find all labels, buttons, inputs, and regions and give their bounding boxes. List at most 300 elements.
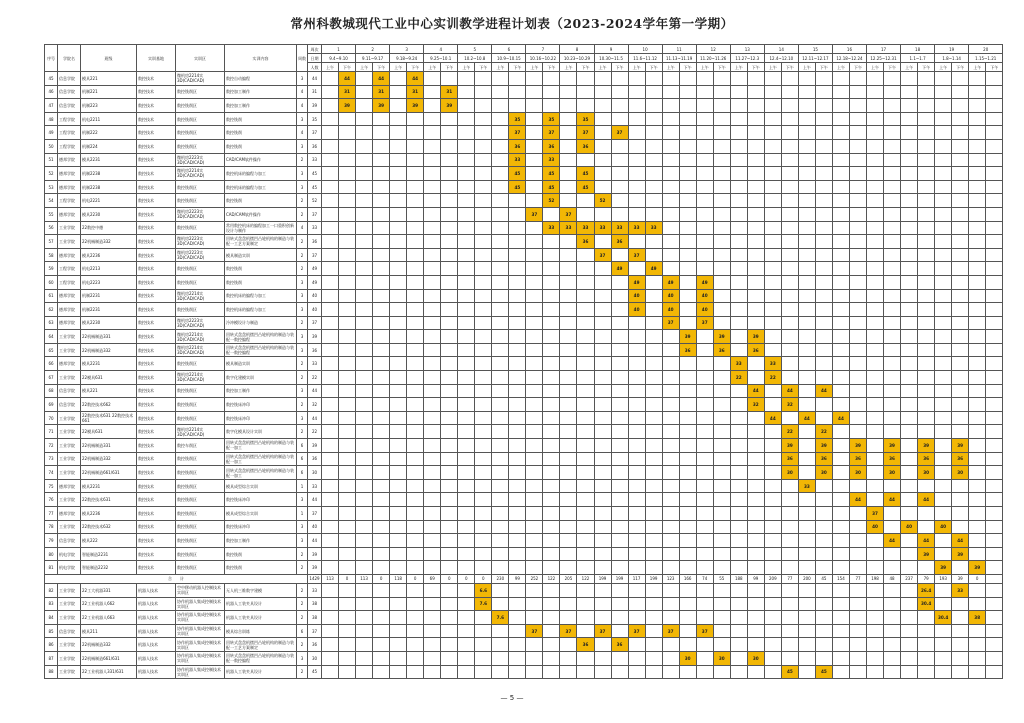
row-area: 空中移动机器人控制技术实训区 — [176, 583, 225, 597]
schedule-cell — [832, 611, 849, 625]
schedule-cell — [832, 235, 849, 249]
schedule-cell — [713, 303, 730, 317]
schedule-cell — [356, 534, 373, 548]
schedule-cell — [935, 493, 952, 507]
schedule-cell — [781, 624, 798, 638]
schedule-cell — [509, 248, 526, 262]
row-base: 数控技术 — [137, 235, 176, 249]
am-label: 上午 — [730, 63, 747, 72]
row-area: 数控铣削区 — [176, 221, 225, 235]
schedule-cell — [986, 207, 1003, 221]
schedule-cell — [441, 167, 458, 181]
row-no: 60 — [45, 275, 58, 289]
schedule-cell — [594, 583, 611, 597]
schedule-cell — [339, 583, 356, 597]
schedule-cell — [969, 207, 986, 221]
row-class: 机制2238 — [81, 180, 137, 194]
schedule-cell — [832, 221, 849, 235]
schedule-cell — [662, 85, 679, 99]
schedule-cell — [577, 330, 594, 344]
schedule-cell — [986, 235, 1003, 249]
schedule-cell — [952, 384, 969, 398]
row-weeks: 4 — [297, 99, 308, 113]
schedule-cell — [849, 153, 866, 167]
schedule-cell — [424, 371, 441, 385]
schedule-cell — [628, 330, 645, 344]
schedule-cell — [492, 126, 509, 140]
subtotal-value: 199 — [594, 574, 611, 583]
schedule-cell — [662, 638, 679, 652]
schedule-cell — [730, 126, 747, 140]
pm-label: 下午 — [884, 63, 901, 72]
schedule-cell — [492, 466, 509, 480]
schedule-cell — [901, 597, 918, 611]
scheduled-cell: 40 — [867, 520, 884, 534]
schedule-cell — [594, 139, 611, 153]
schedule-cell — [560, 384, 577, 398]
schedule-cell — [611, 534, 628, 548]
row-no: 65 — [45, 343, 58, 357]
schedule-cell — [424, 289, 441, 303]
schedule-cell — [526, 371, 543, 385]
schedule-cell — [356, 371, 373, 385]
row-area: 数控车削区 — [176, 439, 225, 453]
schedule-cell — [475, 153, 492, 167]
schedule-cell — [884, 235, 901, 249]
row-count: 39 — [308, 561, 322, 575]
schedule-cell — [764, 583, 781, 597]
scheduled-cell: 22 — [764, 371, 781, 385]
row-base: 数控技术 — [137, 384, 176, 398]
schedule-cell — [952, 275, 969, 289]
scheduled-cell: 39 — [918, 547, 935, 561]
row-weeks: 2 — [297, 207, 308, 221]
row-class: 22机械制造332 — [81, 452, 137, 466]
schedule-cell — [764, 651, 781, 665]
schedule-cell — [526, 398, 543, 412]
schedule-cell — [849, 425, 866, 439]
scheduled-cell: 49 — [662, 275, 679, 289]
schedule-cell — [526, 262, 543, 276]
table-row — [45, 275, 1003, 289]
schedule-cell — [832, 493, 849, 507]
schedule-cell — [594, 180, 611, 194]
week-number: 3 — [390, 45, 424, 54]
row-content: 回转式盘盘机摆凹凸轮机构的制造与装配一加工 — [225, 466, 297, 480]
schedule-cell — [969, 371, 986, 385]
row-content: 数控机床的编程与加工 — [225, 180, 297, 194]
schedule-cell — [969, 520, 986, 534]
pm-label: 下午 — [645, 63, 662, 72]
schedule-cell — [628, 561, 645, 575]
schedule-cell — [594, 611, 611, 625]
row-content: 数控加工制作 — [225, 534, 297, 548]
scheduled-cell: 36 — [611, 638, 628, 652]
am-label: 上午 — [969, 63, 986, 72]
schedule-cell — [730, 665, 747, 679]
schedule-cell — [322, 479, 339, 493]
schedule-cell — [798, 561, 815, 575]
schedule-cell — [901, 262, 918, 276]
schedule-cell — [407, 452, 424, 466]
schedule-cell — [969, 330, 986, 344]
schedule-cell — [747, 411, 764, 425]
row-weeks: 2 — [297, 248, 308, 262]
schedule-cell — [952, 398, 969, 412]
row-base: 数控技术 — [137, 112, 176, 126]
schedule-cell — [628, 411, 645, 425]
schedule-cell — [662, 112, 679, 126]
schedule-cell — [901, 561, 918, 575]
schedule-cell — [918, 139, 935, 153]
row-college: 工业学院 — [58, 583, 81, 597]
schedule-cell — [867, 597, 884, 611]
schedule-cell — [918, 289, 935, 303]
schedule-cell — [475, 126, 492, 140]
schedule-cell — [867, 221, 884, 235]
scheduled-cell: 40 — [901, 520, 918, 534]
schedule-cell — [577, 479, 594, 493]
schedule-cell — [781, 534, 798, 548]
row-area: 协作机器人集成控制技术实训区 — [176, 665, 225, 679]
schedule-cell — [679, 425, 696, 439]
schedule-cell — [798, 180, 815, 194]
scheduled-cell: 44 — [849, 493, 866, 507]
schedule-cell — [781, 507, 798, 521]
schedule-cell — [424, 561, 441, 575]
schedule-cell — [832, 207, 849, 221]
subtotal-value: 0 — [339, 574, 356, 583]
schedule-cell — [849, 624, 866, 638]
schedule-cell — [560, 289, 577, 303]
schedule-cell — [322, 126, 339, 140]
schedule-cell — [798, 289, 815, 303]
row-weeks: 3 — [297, 493, 308, 507]
schedule-cell — [969, 343, 986, 357]
schedule-cell — [577, 371, 594, 385]
schedule-cell — [662, 493, 679, 507]
am-label: 上午 — [764, 63, 781, 72]
schedule-cell — [696, 611, 713, 625]
row-college: 工程学院 — [58, 112, 81, 126]
week-date: 11.13~11.19 — [662, 54, 696, 63]
schedule-cell — [986, 194, 1003, 208]
row-area: 数控铣削区 — [176, 357, 225, 371]
schedule-cell — [679, 139, 696, 153]
schedule-cell — [594, 411, 611, 425]
schedule-cell — [560, 651, 577, 665]
schedule-cell — [952, 139, 969, 153]
schedule-cell — [594, 343, 611, 357]
schedule-cell — [628, 85, 645, 99]
schedule-cell — [577, 316, 594, 330]
schedule-cell — [441, 651, 458, 665]
schedule-cell — [356, 330, 373, 344]
schedule-cell — [662, 330, 679, 344]
schedule-cell — [424, 85, 441, 99]
schedule-cell — [390, 357, 407, 371]
row-area: 数控铣削区 — [176, 99, 225, 113]
header-college: 学院名 — [58, 45, 81, 72]
table-row — [45, 611, 1003, 625]
subtotal-value: 39 — [952, 574, 969, 583]
schedule-cell — [662, 425, 679, 439]
row-content: 数字化建模实训 — [225, 371, 297, 385]
schedule-cell — [832, 597, 849, 611]
schedule-cell — [884, 221, 901, 235]
schedule-cell — [560, 561, 577, 575]
schedule-cell — [322, 583, 339, 597]
schedule-cell — [390, 425, 407, 439]
schedule-cell — [322, 262, 339, 276]
page-number: — 5 — — [500, 694, 524, 702]
row-no: 54 — [45, 194, 58, 208]
schedule-cell — [849, 330, 866, 344]
row-area: 数控铣削区 — [176, 520, 225, 534]
schedule-cell — [526, 520, 543, 534]
subtotal-value: 188 — [730, 574, 747, 583]
subtotal-value: 123 — [662, 574, 679, 583]
schedule-cell — [986, 398, 1003, 412]
schedule-cell — [832, 180, 849, 194]
schedule-cell — [424, 316, 441, 330]
schedule-cell — [986, 507, 1003, 521]
schedule-cell — [560, 303, 577, 317]
schedule-cell — [730, 275, 747, 289]
schedule-cell — [373, 275, 390, 289]
schedule-cell — [867, 248, 884, 262]
schedule-cell — [441, 303, 458, 317]
schedule-cell — [356, 547, 373, 561]
schedule-cell — [713, 425, 730, 439]
row-college: 信息学院 — [58, 624, 81, 638]
schedule-cell — [526, 638, 543, 652]
schedule-cell — [867, 194, 884, 208]
schedule-cell — [815, 248, 832, 262]
schedule-cell — [849, 398, 866, 412]
row-count: 35 — [308, 112, 322, 126]
schedule-cell — [969, 384, 986, 398]
schedule-cell — [390, 126, 407, 140]
subtotal-value: 252 — [526, 574, 543, 583]
row-base: 数控技术 — [137, 126, 176, 140]
schedule-cell — [492, 262, 509, 276]
schedule-cell — [509, 316, 526, 330]
schedule-cell — [645, 534, 662, 548]
schedule-cell — [747, 561, 764, 575]
row-weeks: 3 — [297, 651, 308, 665]
schedule-cell — [918, 357, 935, 371]
schedule-cell — [492, 398, 509, 412]
schedule-cell — [867, 139, 884, 153]
schedule-cell — [747, 425, 764, 439]
schedule-cell — [322, 651, 339, 665]
scheduled-cell: 35 — [577, 112, 594, 126]
schedule-cell — [458, 139, 475, 153]
schedule-cell — [730, 439, 747, 453]
schedule-cell — [918, 194, 935, 208]
schedule-cell — [867, 235, 884, 249]
scheduled-cell: 36 — [713, 343, 730, 357]
row-weeks: 2 — [297, 357, 308, 371]
schedule-cell — [764, 303, 781, 317]
schedule-cell — [815, 624, 832, 638]
schedule-cell — [526, 466, 543, 480]
schedule-cell — [424, 99, 441, 113]
schedule-cell — [560, 466, 577, 480]
schedule-cell — [696, 330, 713, 344]
schedule-cell — [543, 357, 560, 371]
schedule-cell — [832, 262, 849, 276]
schedule-cell — [901, 316, 918, 330]
schedule-cell — [373, 180, 390, 194]
schedule-cell — [679, 262, 696, 276]
schedule-cell — [867, 411, 884, 425]
schedule-cell — [441, 248, 458, 262]
subtotal-value — [986, 574, 1003, 583]
row-college: 工业学院 — [58, 520, 81, 534]
week-date: 1.1~1.7 — [901, 54, 935, 63]
week-number: 13 — [730, 45, 764, 54]
row-content: 数字化模具设计实训 — [225, 425, 297, 439]
schedule-cell — [849, 479, 866, 493]
schedule-cell — [424, 303, 441, 317]
schedule-cell — [628, 112, 645, 126]
schedule-cell — [679, 520, 696, 534]
schedule-cell — [781, 343, 798, 357]
week-number: 10 — [628, 45, 662, 54]
scheduled-cell: 30 — [815, 466, 832, 480]
schedule-cell — [475, 357, 492, 371]
schedule-cell — [713, 520, 730, 534]
schedule-cell — [492, 583, 509, 597]
table-row — [45, 624, 1003, 638]
schedule-cell — [730, 520, 747, 534]
schedule-cell — [696, 99, 713, 113]
schedule-cell — [901, 651, 918, 665]
schedule-cell — [492, 493, 509, 507]
schedule-cell — [832, 479, 849, 493]
row-content: 数控铣床冲印 — [225, 398, 297, 412]
schedule-cell — [662, 561, 679, 575]
schedule-cell — [611, 316, 628, 330]
schedule-cell — [969, 493, 986, 507]
schedule-cell — [815, 520, 832, 534]
schedule-cell — [645, 153, 662, 167]
pm-label: 下午 — [373, 63, 390, 72]
schedule-cell — [747, 153, 764, 167]
schedule-cell — [543, 207, 560, 221]
schedule-cell — [543, 452, 560, 466]
schedule-cell — [798, 398, 815, 412]
schedule-cell — [764, 479, 781, 493]
schedule-cell — [373, 452, 390, 466]
schedule-cell — [509, 235, 526, 249]
row-class: 22机械制造661/631 — [81, 651, 137, 665]
schedule-cell — [526, 85, 543, 99]
table-row — [45, 398, 1003, 412]
schedule-cell — [679, 439, 696, 453]
am-label: 上午 — [458, 63, 475, 72]
schedule-cell — [867, 303, 884, 317]
schedule-cell — [884, 139, 901, 153]
row-class: 模具222 — [81, 534, 137, 548]
schedule-cell — [969, 303, 986, 317]
schedule-cell — [560, 597, 577, 611]
schedule-cell — [798, 665, 815, 679]
schedule-cell — [747, 221, 764, 235]
pm-label: 下午 — [747, 63, 764, 72]
table-row — [45, 330, 1003, 344]
schedule-cell — [679, 384, 696, 398]
week-number: 12 — [696, 45, 730, 54]
am-label: 上午 — [628, 63, 645, 72]
schedule-cell — [730, 493, 747, 507]
row-count: 44 — [308, 493, 322, 507]
schedule-cell — [815, 194, 832, 208]
row-area: 数控铣削区 — [176, 85, 225, 99]
schedule-cell — [390, 167, 407, 181]
row-weeks: 1 — [297, 479, 308, 493]
schedule-cell — [339, 534, 356, 548]
schedule-cell — [764, 99, 781, 113]
schedule-cell — [475, 289, 492, 303]
schedule-cell — [492, 384, 509, 398]
schedule-cell — [339, 139, 356, 153]
schedule-cell — [339, 316, 356, 330]
schedule-cell — [713, 262, 730, 276]
row-weeks: 2 — [297, 425, 308, 439]
schedule-cell — [918, 343, 935, 357]
schedule-cell — [662, 139, 679, 153]
schedule-cell — [713, 112, 730, 126]
schedule-cell — [543, 316, 560, 330]
schedule-cell — [969, 126, 986, 140]
schedule-cell — [901, 289, 918, 303]
schedule-cell — [867, 466, 884, 480]
schedule-cell — [424, 452, 441, 466]
schedule-cell — [458, 561, 475, 575]
schedule-cell — [543, 99, 560, 113]
schedule-cell — [696, 72, 713, 86]
scheduled-cell: 49 — [628, 275, 645, 289]
schedule-cell — [373, 316, 390, 330]
schedule-cell — [815, 221, 832, 235]
schedule-cell — [935, 262, 952, 276]
schedule-cell — [526, 452, 543, 466]
schedule-cell — [662, 371, 679, 385]
schedule-cell — [390, 99, 407, 113]
row-college: 德邦学院 — [58, 153, 81, 167]
schedule-cell — [475, 611, 492, 625]
schedule-cell — [901, 126, 918, 140]
schedule-cell — [747, 357, 764, 371]
row-class: 智能制造2232 — [81, 561, 137, 575]
schedule-cell — [356, 411, 373, 425]
schedule-cell — [339, 207, 356, 221]
schedule-cell — [952, 99, 969, 113]
schedule-cell — [679, 466, 696, 480]
schedule-cell — [645, 180, 662, 194]
schedule-cell — [884, 597, 901, 611]
schedule-cell — [764, 493, 781, 507]
row-no: 70 — [45, 411, 58, 425]
schedule-cell — [713, 452, 730, 466]
subtotal-value: 0 — [458, 574, 475, 583]
schedule-cell — [849, 343, 866, 357]
schedule-cell — [390, 72, 407, 86]
schedule-cell — [526, 153, 543, 167]
